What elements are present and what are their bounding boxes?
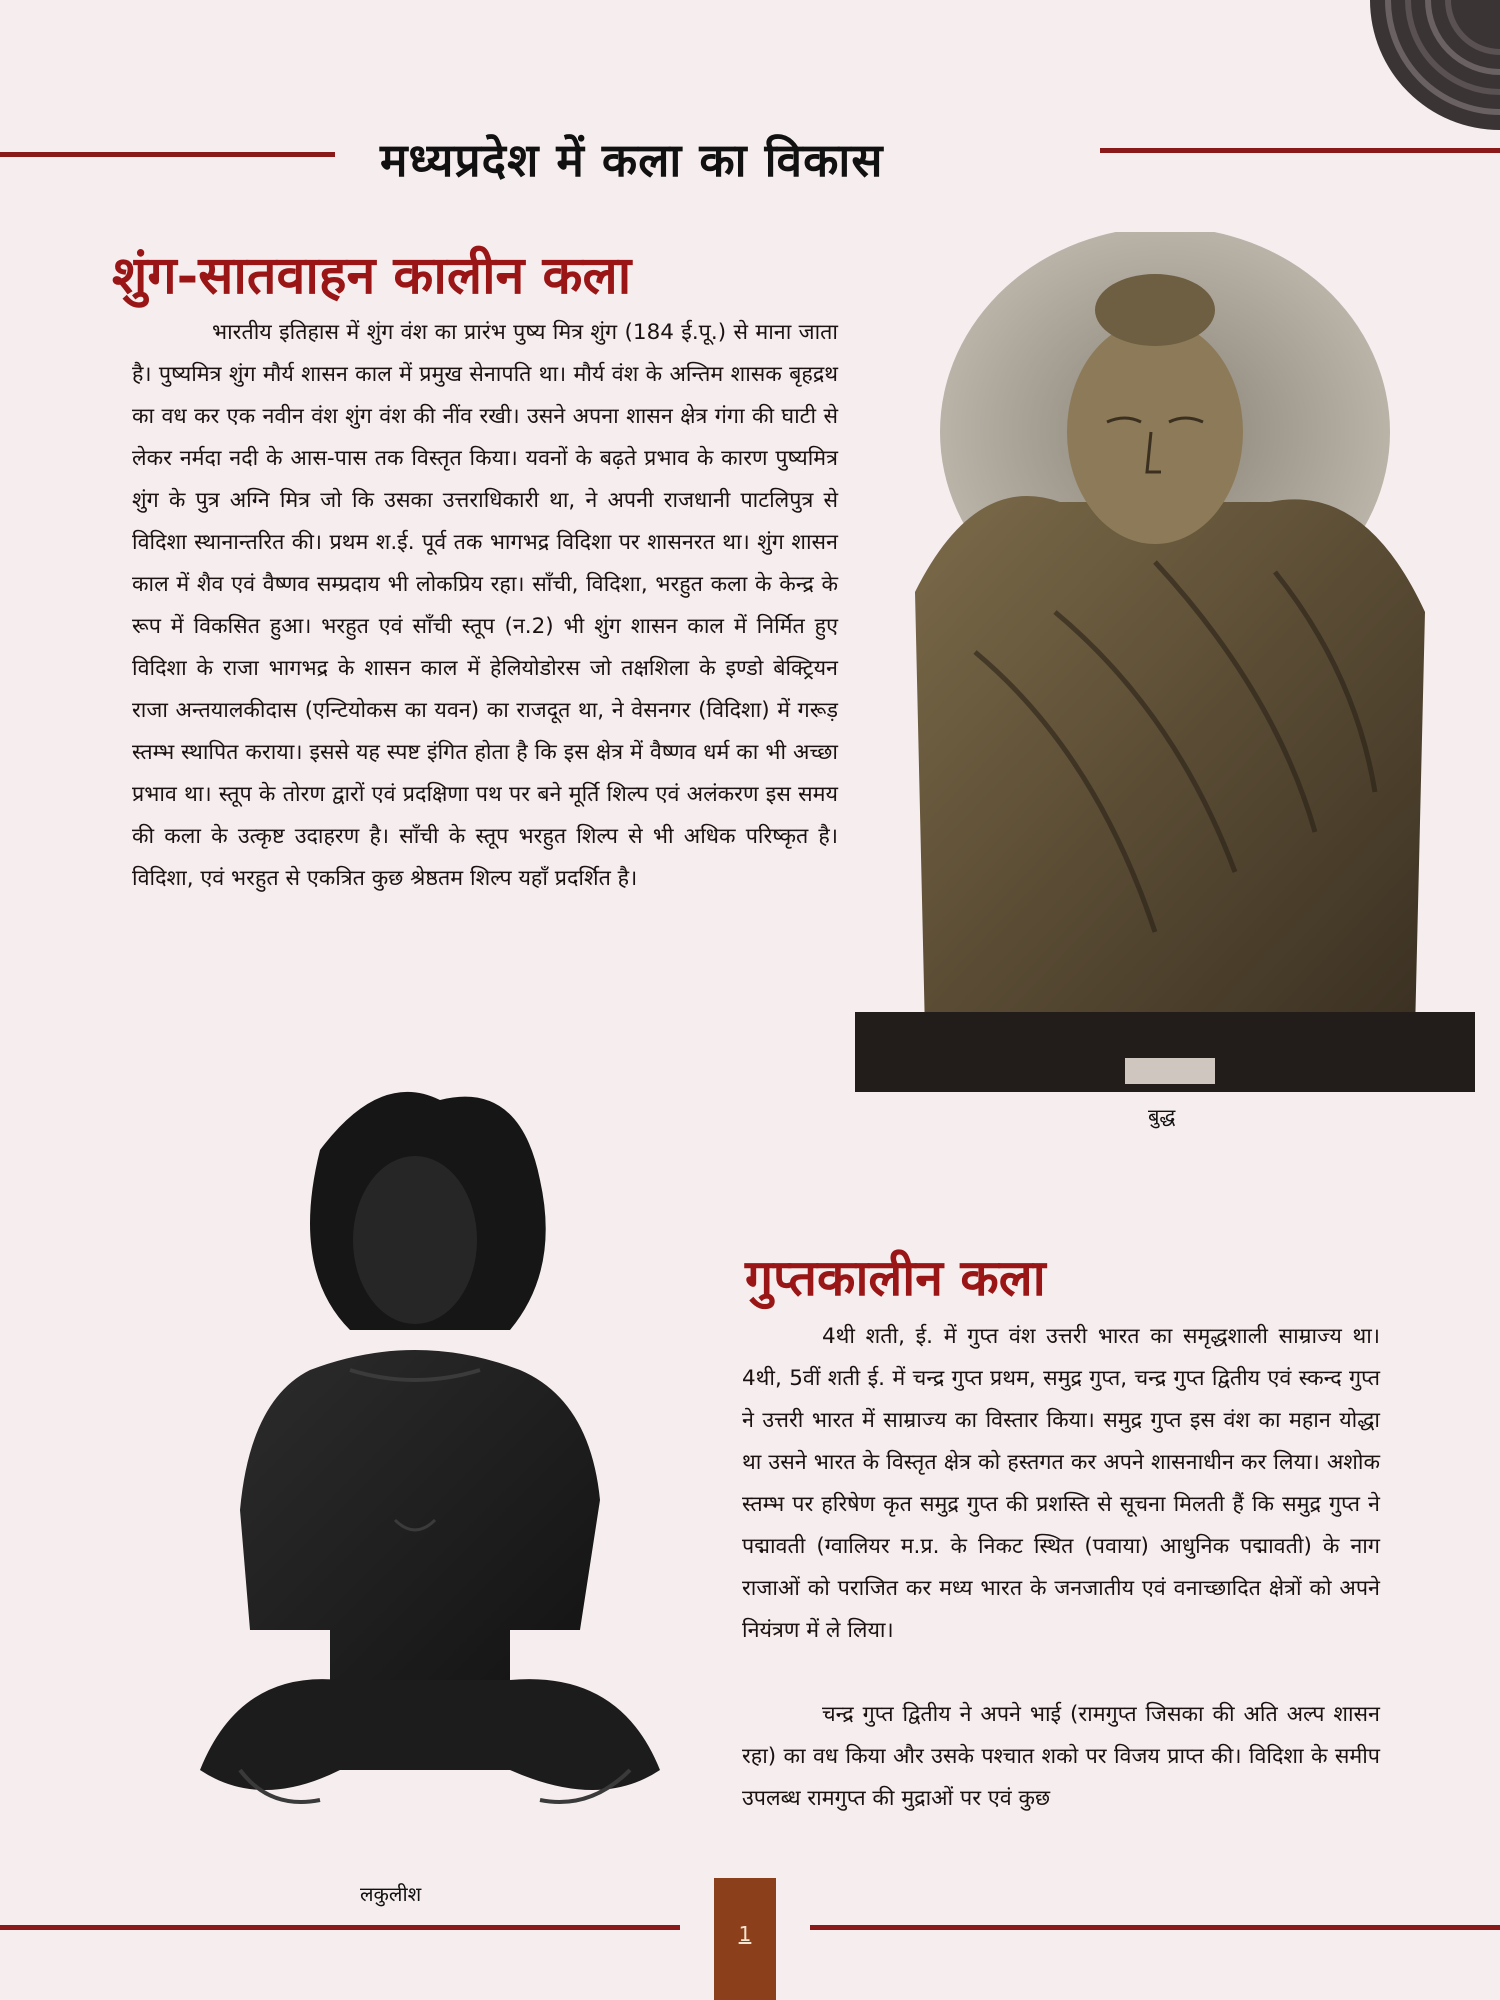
section-gupta-paragraph-2: चन्द्र गुप्त द्वितीय ने अपने भाई (रामगुप्त जिसका की अति अल्प शासन रहा) का वध किया और उसके पश्चात शको पर विजय प्राप्त की। विदिशा के समीप उपलब्ध रामगुप्त की मुद्राओं पर एवं कुछ [742, 1702, 1380, 1811]
section-title-gupta: गुप्तकालीन कला [745, 1248, 1046, 1307]
page-title: मध्यप्रदेश में कला का विकास [380, 133, 884, 187]
section-title-shunga: शुंग-सातवाहन कालीन कला [112, 245, 632, 306]
buddha-caption: बुद्ध [1148, 1104, 1176, 1128]
page-number: 1 [714, 1878, 776, 2000]
lakulish-sculpture-image [180, 1070, 680, 1850]
section-gupta-paragraph-1: 4थी शती, ई. में गुप्त वंश उत्तरी भारत का समृद्धशाली साम्राज्य था। 4थी, 5वीं शती ई. में चन्द्र गुप्त प्रथम, समुद्र गुप्त, चन्द्र गुप्त द्वितीय एवं स्कन्द गुप्त ने उत्तरी भारत में साम्राज्य का विस्तार किया। समुद्र गुप्त इस वंश का महान योद्धा था उसने भारत के विस्तृत क्षेत्र को हस्तगत कर अपने शासनाधीन कर लिया। अशोक स्तम्भ पर हरिषेण कृत समुद्र गुप्त की प्रशस्ति से सूचना मिलती हैं कि समुद्र गुप्त ने पद्मावती (ग्वालियर म.प्र. के निकट स्थित (पवाया) आधुनिक पद्मावती) के नाग राजाओं को पराजित कर मध्य भारत के जनजातीय एवं वनाच्छादित क्षेत्रों को अपने नियंत्रण में ले लिया। [742, 1324, 1380, 1643]
buddha-sculpture-image [855, 232, 1475, 1092]
section-shunga-paragraph: भारतीय इतिहास में शुंग वंश का प्रारंभ पुष्य मित्र शुंग (184 ई.पू.) से माना जाता है। पुष्यमित्र शुंग मौर्य शासन काल में प्रमुख सेनापति था। मौर्य वंश के अन्तिम शासक बृहद्रथ का वध कर एक नवीन वंश शुंग वंश की नींव रखी। उसने अपना शासन क्षेत्र गंगा की घाटी से लेकर नर्मदा नदी के आस-पास तक विस्तृत किया। यवनों के बढ़ते प्रभाव के कारण पुष्यमित्र शुंग के पुत्र अग्नि मित्र जो कि उसका उत्तराधिकारी था, ने अपनी राजधानी पाटलिपुत्र से विदिशा स्थानान्तरित की। प्रथम श.ई. पूर्व तक भागभद्र विदिशा पर शासनरत था। शुंग शासन काल में शैव एवं वैष्णव सम्प्रदाय भी लोकप्रिय रहा। साँची, विदिशा, भरहुत कला के केन्द्र के रूप में विकसित हुआ। भरहुत एवं साँची स्तूप (न.2) भी शुंग शासन काल में निर्मित हुए विदिशा के राजा भागभद्र के शासन काल में हेलियोडोरस जो तक्षशिला के इण्डो बेक्ट्रियन राजा अन्तयालकीदास (एन्टियोकस का यवन) का राजदूत था, ने वेसनगर (विदिशा) में गरूड़ स्तम्भ स्थापित कराया। इससे यह स्पष्ट इंगित होता है कि इस क्षेत्र में वैष्णव धर्म का भी अच्छा प्रभाव था। स्तूप के तोरण द्वारों एवं प्रदक्षिणा पथ पर बने मूर्ति शिल्प एवं अलंकरण इस समय की कला के उत्कृष्ट उदाहरण है। साँची के स्तूप भरहुत शिल्प से भी अधिक परिष्कृत है। विदिशा, एवं भरहुत से एकत्रित कुछ श्रेष्ठतम शिल्प यहाँ प्रदर्शित है। [132, 320, 838, 891]
footer-rule-right [810, 1925, 1500, 1930]
decorative-swirl-image [1360, 0, 1500, 140]
header-rule-right [1100, 148, 1500, 153]
footer-rule-left [0, 1925, 680, 1930]
header-rule-left [0, 152, 335, 157]
lakulish-caption: लकुलीश [360, 1882, 422, 1906]
